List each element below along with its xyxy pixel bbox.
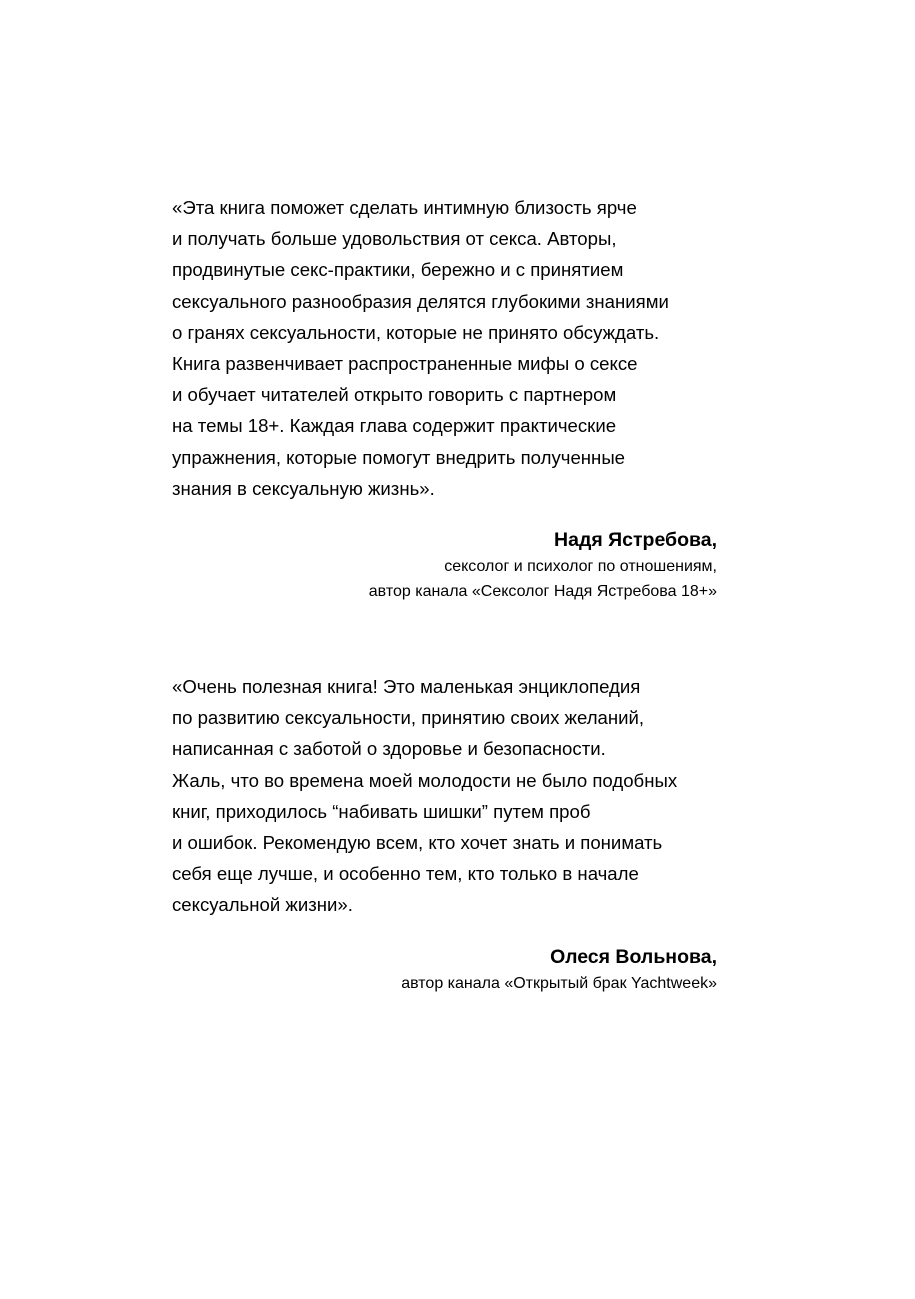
quote-line: Книга развенчивает распространенные мифы о сексе <box>172 353 638 375</box>
author-description: сексолог и психолог по отношениям, <box>444 558 717 576</box>
quote-line: и ошибок. Рекомендую всем, кто хочет знать и понимать <box>172 832 663 854</box>
quote-line: сексуальной жизни». <box>172 894 353 916</box>
quote-line: «Очень полезная книга! Это маленькая энциклопедия <box>172 676 641 697</box>
quote-line: книг, приходилось “набивать шишки” путем проб <box>172 800 591 822</box>
quote-line: «Эта книга поможет сделать интимную близость ярче <box>172 197 637 218</box>
quote-line: Жаль, что во времена моей молодости не было подобных <box>172 769 678 791</box>
testimonial-yastrebova <box>172 192 717 604</box>
quote-line: по развитию сексуальности, принятию своих желаний, <box>172 707 645 729</box>
testimonial-attribution <box>172 525 717 604</box>
quote-line: о гранях сексуальности, которые не принято обсуждать. <box>172 321 660 343</box>
testimonial-volnova <box>172 671 717 996</box>
author-description: автор канала «Сексолог Надя Ястребова 18+» <box>368 582 717 600</box>
quote-line: знания в сексуальную жизнь». <box>172 477 435 499</box>
quote-line: на темы 18+. Каждая глава содержит практические <box>172 415 617 437</box>
quote-line: написанная с заботой о здоровье и безопасности. <box>172 738 606 760</box>
testimonial-quote <box>172 192 717 504</box>
author-name: Надя Ястребова, <box>554 529 717 552</box>
author-name: Олеся Вольнова, <box>550 945 717 968</box>
quote-line: упражнения, которые помогут внедрить полученные <box>172 446 626 468</box>
author-description: автор канала «Открытый брак Yachtweek» <box>401 974 717 992</box>
quote-line: себя еще лучше, и особенно тем, кто только в начале <box>172 863 639 885</box>
quote-line: и получать больше удовольствия от секса. Авторы, <box>172 228 617 250</box>
quote-line: и обучает читателей открыто говорить с партнером <box>172 384 617 406</box>
quote-line: сексуального разнообразия делятся глубокими знаниями <box>172 290 669 312</box>
testimonial-attribution <box>172 942 717 997</box>
quote-line: продвинутые секс-практики, бережно и с принятием <box>172 259 624 281</box>
testimonial-quote <box>172 671 717 921</box>
